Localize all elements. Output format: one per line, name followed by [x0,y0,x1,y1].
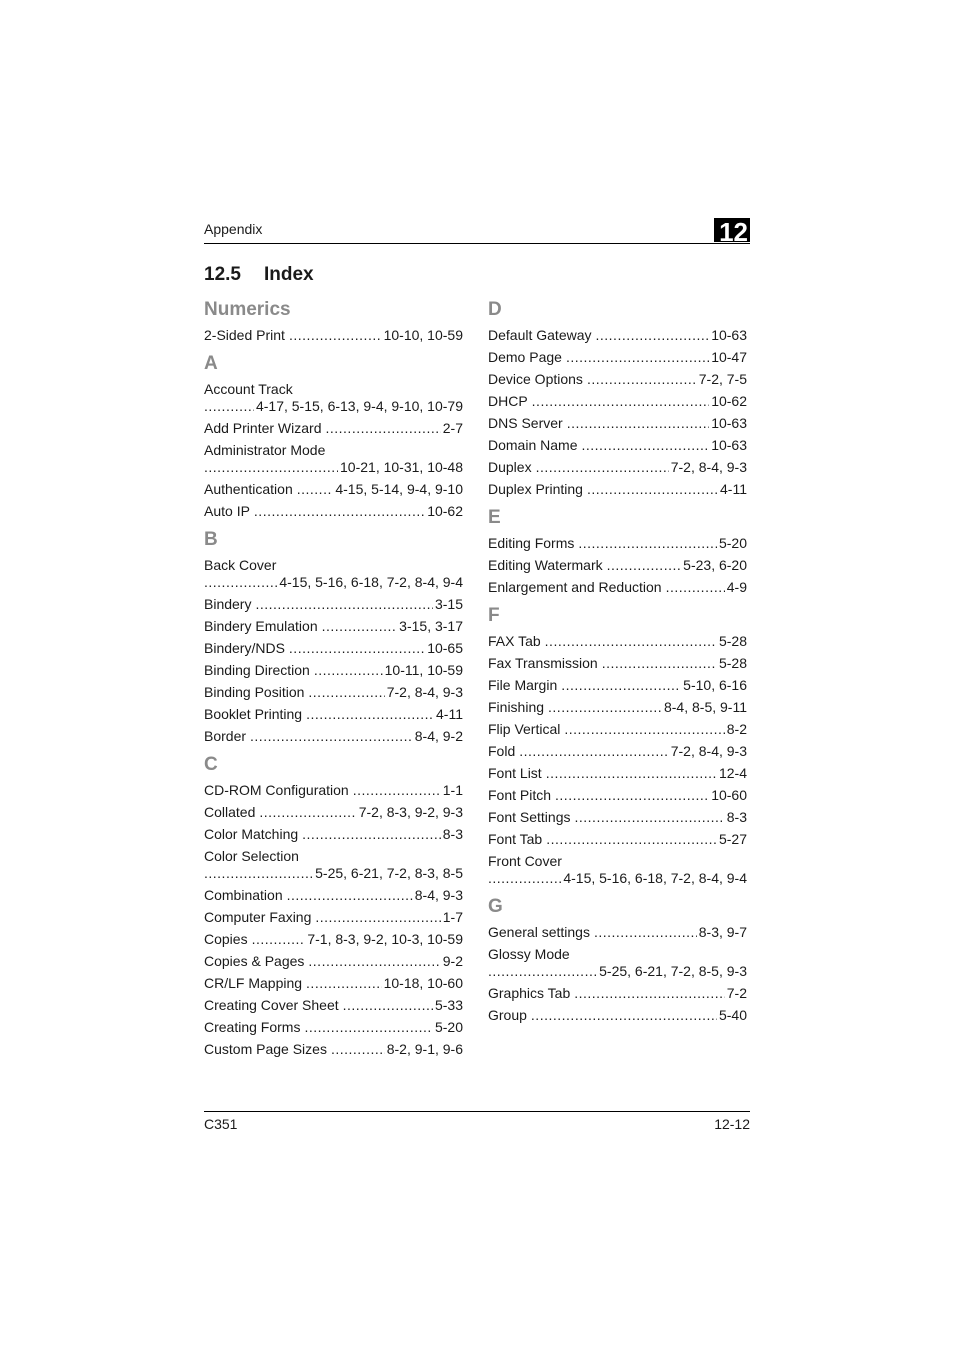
index-entry[interactable] [488,633,747,650]
page-number: 12-12 [714,1116,750,1132]
index-group [204,298,463,344]
index-term: Authentication [204,481,293,497]
dot-leader [531,1007,717,1024]
index-term: Domain Name [488,437,578,453]
index-page-refs: 5-10, 6-16 [683,677,747,693]
index-page-refs: 7-2, 7-5 [698,371,747,387]
index-term: Fold [488,743,516,759]
index-page-refs: 7-2, 8-3, 9-2, 9-3 [358,804,463,820]
index-line [204,931,463,948]
index-page-refs: 3-15 [434,596,463,612]
dot-leader [607,557,682,574]
index-line [488,481,747,498]
index-page-refs: 8-2 [726,721,747,737]
index-page-refs: 12-4 [718,765,747,781]
index-term: Device Options [488,371,583,387]
index-line [488,349,747,366]
dot-leader [204,574,277,591]
index-line [488,924,747,941]
index-page-refs: 2-7 [442,420,463,436]
index-entry[interactable] [488,831,747,848]
index-entry[interactable] [488,371,747,388]
dot-leader [325,420,440,437]
index-line [488,765,747,782]
index-page-refs: 4-11 [720,481,747,497]
dot-leader [555,787,709,804]
dot-leader [587,481,718,498]
index-page-refs: 10-47 [711,349,747,365]
index-line [204,618,463,635]
index-line [488,437,747,454]
index-line [204,826,463,843]
dot-leader [252,931,306,948]
index-entry[interactable] [488,579,747,596]
index-line [488,677,747,694]
section-title: Index [264,264,314,285]
index-term: Copies & Pages [204,953,305,969]
index-entry[interactable] [204,1041,463,1058]
index-line [204,909,463,926]
index-line [488,393,747,410]
dot-leader [259,804,356,821]
index-term: File Margin [488,677,558,693]
index-entry[interactable] [204,381,463,415]
dot-leader [546,831,717,848]
index-line [488,809,747,826]
index-letter-heading: D [488,299,502,320]
index-line [488,1007,747,1024]
index-entry[interactable] [204,640,463,657]
index-term: CR/LF Mapping [204,975,303,991]
index-term: Editing Watermark [488,557,603,573]
index-entry[interactable] [204,503,463,520]
index-entry[interactable] [204,557,463,591]
index-term: Binding Direction [204,662,310,678]
index-letter-heading: C [204,754,218,775]
dot-leader [564,721,724,738]
index-column-left [204,298,463,1063]
index-term: Font Tab [488,831,543,847]
index-page-refs: 7-2, 8-4, 9-3 [670,743,747,759]
index-term: Computer Faxing [204,909,312,925]
index-entry[interactable] [204,804,463,821]
index-page-refs: 5-40 [718,1007,747,1023]
index-page-refs: 1-7 [442,909,463,925]
dot-leader [353,782,441,799]
index-entry[interactable] [488,393,747,410]
index-line [488,415,747,432]
index-entry[interactable] [488,415,747,432]
index-entry[interactable] [204,662,463,679]
index-page-refs: 10-65 [427,640,463,656]
index-line [204,997,463,1014]
index-entry[interactable] [204,481,463,498]
chapter-number-badge: 12 [714,218,750,242]
index-page-refs: 8-3 [726,809,747,825]
dot-leader [204,459,338,476]
index-group [204,528,463,745]
index-term: Booklet Printing [204,706,303,722]
dot-leader [289,640,425,657]
dot-leader [204,865,313,882]
index-page-refs: 8-3, 9-7 [698,924,747,940]
index-term: Font Settings [488,809,571,825]
index-entry[interactable] [488,557,747,574]
index-line [488,371,747,388]
index-ref-line [204,865,463,882]
page-title [204,264,314,286]
index-group [204,352,463,520]
index-term: Glossy Mode [488,946,570,962]
dot-leader [289,327,382,344]
index-term: Creating Forms [204,1019,301,1035]
index-page-refs: 7-2 [726,985,747,1001]
index-line [488,579,747,596]
index-page-refs: 4-9 [726,579,747,595]
index-group [488,895,747,1024]
index-term: Graphics Tab [488,985,571,1001]
index-line [204,804,463,821]
index-term: Color Matching [204,826,299,842]
index-page-refs: 1-1 [442,782,463,798]
dot-leader [594,924,697,941]
index-term: Custom Page Sizes [204,1041,327,1057]
dot-leader [578,535,717,552]
index-page-refs: 10-63 [711,415,747,431]
index-term: Demo Page [488,349,562,365]
index-term: Color Selection [204,848,299,864]
index-entry[interactable] [204,596,463,613]
index-page-refs: 10-10, 10-59 [383,327,463,343]
index-page-refs: 8-4, 9-2 [414,728,463,744]
index-line [204,481,463,498]
index-term: Back Cover [204,557,277,573]
dot-leader [306,975,382,992]
index-term: Bindery Emulation [204,618,318,634]
dot-leader [297,481,334,498]
index-letter-heading: F [488,605,500,626]
dot-leader [488,963,597,980]
index-entry[interactable] [488,437,747,454]
index-term: Front Cover [488,853,562,869]
dot-leader [204,398,254,415]
index-letter-heading: B [204,529,218,550]
index-page-refs: 10-11, 10-59 [384,662,463,678]
index-letter-heading: Numerics [204,299,291,320]
index-page-refs: 5-25, 6-21, 7-2, 8-5, 9-3 [599,963,747,979]
index-page-refs: 3-15, 3-17 [399,618,463,634]
dot-leader [536,459,669,476]
dot-leader [304,1019,433,1036]
index-line [488,633,747,650]
dot-leader [561,677,681,694]
index-entry[interactable] [488,809,747,826]
index-page-refs: 8-4, 9-3 [414,887,463,903]
index-letter-heading: G [488,896,503,917]
index-page-refs: 4-15, 5-14, 9-4, 9-10 [335,481,463,497]
index-term: Add Printer Wizard [204,420,322,436]
index-entry[interactable] [204,442,463,476]
index-term: Creating Cover Sheet [204,997,339,1013]
index-group [488,298,747,498]
index-line [204,640,463,657]
dot-leader [306,706,434,723]
index-page-refs: 10-63 [711,327,747,343]
index-entry[interactable] [204,706,463,723]
page-header [204,217,750,247]
index-ref-line [204,459,463,476]
index-page-refs: 5-28 [718,655,747,671]
index-term: Bindery [204,596,252,612]
index-letter-heading: E [488,507,501,528]
index-term: Auto IP [204,503,250,519]
index-group [488,506,747,596]
index-line [488,699,747,716]
index-page-refs: 4-15, 5-16, 6-18, 7-2, 8-4, 9-4 [563,870,747,886]
index-page-refs: 5-20 [718,535,747,551]
index-page-refs: 9-2 [442,953,463,969]
index-entry[interactable] [204,684,463,701]
page-footer [204,1111,750,1132]
index-page-refs: 10-62 [711,393,747,409]
index-page-refs: 10-21, 10-31, 10-48 [340,459,463,475]
index-page-refs: 4-11 [436,706,463,722]
index-term: Editing Forms [488,535,575,551]
index-entry[interactable] [488,655,747,672]
dot-leader [596,327,710,344]
index-line [204,728,463,745]
index-entry[interactable] [488,787,747,804]
index-entry[interactable] [488,677,747,694]
dot-leader [574,985,725,1002]
index-entry[interactable] [488,853,747,887]
dot-leader [546,765,717,782]
index-letter-heading: A [204,353,218,374]
index-entry[interactable] [204,848,463,882]
index-entry[interactable] [204,931,463,948]
index-page-refs: 8-4, 8-5, 9-11 [663,699,747,715]
index-line [204,706,463,723]
index-term: Collated [204,804,256,820]
index-line [204,887,463,904]
index-term: FAX Tab [488,633,541,649]
index-line [204,953,463,970]
index-term: Duplex Printing [488,481,583,497]
index-term: Enlargement and Reduction [488,579,662,595]
index-term: Bindery/NDS [204,640,285,656]
dot-leader [322,618,398,635]
index-page-refs: 10-63 [711,437,747,453]
index-ref-line [204,398,463,415]
index-term: Group [488,1007,527,1023]
index-term: Administrator Mode [204,442,326,458]
index-page-refs: 7-1, 8-3, 9-2, 10-3, 10-59 [307,931,463,947]
index-term: Binding Position [204,684,305,700]
dot-leader [602,655,717,672]
dot-leader [666,579,725,596]
index-page-refs: 5-25, 6-21, 7-2, 8-3, 8-5 [315,865,463,881]
index-page-refs: 10-62 [427,503,463,519]
dot-leader [331,1041,385,1058]
dot-leader [567,415,710,432]
index-entry[interactable] [488,924,747,941]
index-page-refs: 5-23, 6-20 [683,557,747,573]
index-group [204,753,463,1058]
index-page-refs: 5-27 [718,831,747,847]
index-entry[interactable] [488,946,747,980]
dot-leader [545,633,717,650]
index-term: Account Track [204,381,293,397]
index-page-refs: 5-20 [434,1019,463,1035]
dot-leader [308,684,384,701]
index-page-refs: 7-2, 8-4, 9-3 [386,684,463,700]
index-term: Fax Transmission [488,655,598,671]
index-line [204,596,463,613]
index-line [488,557,747,574]
index-term: Flip Vertical [488,721,561,737]
index-entry[interactable] [204,909,463,926]
index-line [204,1019,463,1036]
dot-leader [581,437,709,454]
dot-leader [587,371,697,388]
dot-leader [250,728,413,745]
index-ref-line [204,574,463,591]
index-entry[interactable] [204,420,463,437]
dot-leader [308,953,440,970]
index-ref-line [488,963,747,980]
index-line [488,721,747,738]
index-page-refs: 10-60 [711,787,747,803]
index-entry[interactable] [488,985,747,1002]
index-line [204,684,463,701]
index-entry[interactable] [204,1019,463,1036]
index-entry[interactable] [204,728,463,745]
index-page-refs: 8-3 [442,826,463,842]
index-entry[interactable] [488,765,747,782]
dot-leader [575,809,725,826]
model-name: C351 [204,1116,238,1132]
index-term: Duplex [488,459,532,475]
index-line [204,1041,463,1058]
dot-leader [566,349,709,366]
dot-leader [532,393,710,410]
dot-leader [548,699,662,716]
index-entry[interactable] [488,535,747,552]
index-entry[interactable] [204,327,463,344]
index-ref-line [488,870,747,887]
dot-leader [343,997,433,1014]
index-column-right [488,298,747,1029]
dot-leader [287,887,413,904]
index-entry[interactable] [488,743,747,760]
index-page-refs: 4-17, 5-15, 6-13, 9-4, 9-10, 10-79 [255,398,463,414]
index-term: Default Gateway [488,327,592,343]
index-line [204,327,463,344]
index-line [488,743,747,760]
dot-leader [254,503,425,520]
dot-leader [314,662,383,679]
index-entry[interactable] [204,997,463,1014]
index-term: 2-Sided Print [204,327,285,343]
index-term: Combination [204,887,283,903]
index-entry[interactable] [488,721,747,738]
index-term: Font Pitch [488,787,552,803]
index-line [204,503,463,520]
index-entry[interactable] [488,349,747,366]
index-entry[interactable] [204,975,463,992]
index-line [204,420,463,437]
index-entry[interactable] [204,826,463,843]
index-term: Font List [488,765,542,781]
index-term: DNS Server [488,415,563,431]
index-term: DHCP [488,393,528,409]
index-entry[interactable] [488,459,747,476]
index-entry[interactable] [488,1007,747,1024]
index-page-refs: 5-28 [718,633,747,649]
index-entry[interactable] [488,699,747,716]
index-entry[interactable] [488,481,747,498]
index-term: Finishing [488,699,545,715]
index-line [488,787,747,804]
index-entry[interactable] [204,782,463,799]
index-line [488,985,747,1002]
index-line [204,782,463,799]
section-number: 12.5 [204,264,241,285]
index-page-refs: 5-33 [434,997,463,1013]
index-line [204,662,463,679]
index-line [488,655,747,672]
index-entry[interactable] [488,327,747,344]
index-entry[interactable] [204,953,463,970]
index-page-refs: 8-2, 9-1, 9-6 [386,1041,463,1057]
section-label: Appendix [204,221,263,237]
index-line [488,831,747,848]
index-page-refs: 10-18, 10-60 [383,975,463,991]
index-term: General settings [488,924,590,940]
index-page-refs: 7-2, 8-4, 9-3 [670,459,747,475]
index-line [488,535,747,552]
index-line [488,459,747,476]
index-term: Border [204,728,247,744]
dot-leader [488,870,561,887]
index-entry[interactable] [204,887,463,904]
index-entry[interactable] [204,618,463,635]
index-page-refs: 4-15, 5-16, 6-18, 7-2, 8-4, 9-4 [279,574,463,590]
dot-leader [255,596,433,613]
index-term: CD-ROM Configuration [204,782,349,798]
dot-leader [315,909,440,926]
index-term: Copies [204,931,248,947]
dot-leader [519,743,669,760]
index-group [488,604,747,887]
dot-leader [302,826,441,843]
index-line [204,975,463,992]
index-line [488,327,747,344]
